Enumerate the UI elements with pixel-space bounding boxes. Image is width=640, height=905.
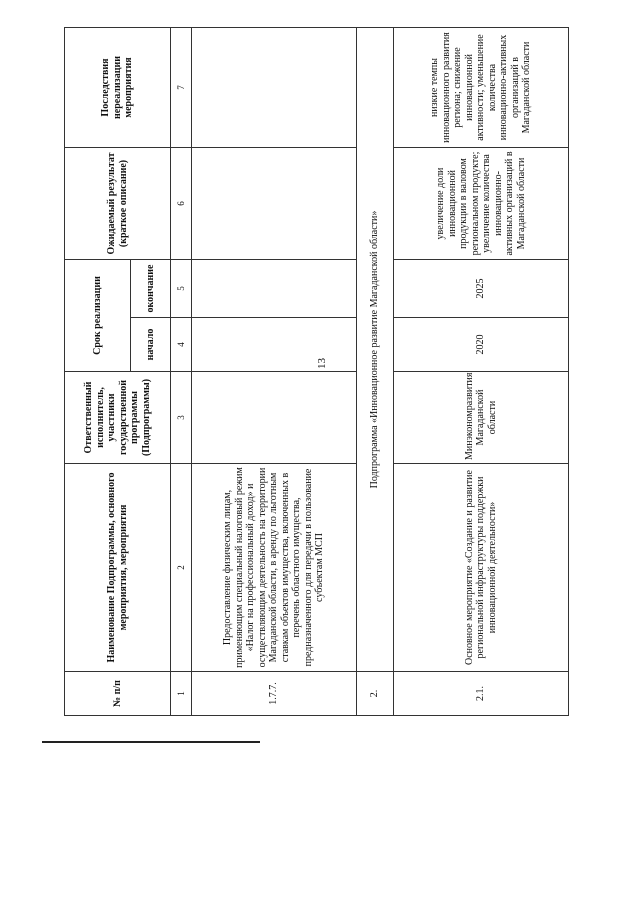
row-num: 2.1. (394, 672, 569, 716)
row-executor: Минэкономразвития Магаданской области (394, 372, 569, 464)
column-index: 1 (171, 672, 192, 716)
table-row (192, 28, 357, 716)
column-index: 4 (171, 318, 192, 372)
row-executor (192, 372, 357, 464)
row-name: Предоставление физическим лицам, применяющим специальный налоговый режим «Налог на профессиональный доход» и осуществляющим деятельность на территории Магаданской области, в аренду по льготным ставкам объектов имущества, включенных в перечень областного имущества, предназначенного для передачи в пользование субъектам МСП (192, 464, 357, 672)
header-num: № п/п (65, 672, 171, 716)
row-name: Основное мероприятие «Создание и развитие региональной инфраструктуры поддержки инновационной деятельности» (394, 464, 569, 672)
column-index: 6 (171, 148, 192, 260)
header-result: Ожидаемый результат (краткое описание) (65, 148, 171, 260)
row-start (192, 318, 357, 372)
table-row (394, 28, 569, 716)
column-index: 2 (171, 464, 192, 672)
header-consequences: Последствия нереализации мероприятия (65, 28, 171, 148)
footnote-divider (42, 741, 260, 743)
row-end: 2025 (394, 260, 569, 318)
header-executor: Ответственный исполнитель, участники государственной программы (Подпрограммы) (65, 372, 171, 464)
column-index: 5 (171, 260, 192, 318)
header-end: окончание (131, 260, 171, 318)
page-number: 13 (316, 358, 328, 369)
row-result: увеличение доли инновационной продукции в валовом региональном продукте; увеличение количества инновационно-активных организаций в Магаданской области (394, 148, 569, 260)
row-consequences (192, 28, 357, 148)
section-title: Подпрограмма «Инновационное развитие Магаданской области» (357, 28, 394, 672)
section-row (357, 28, 394, 716)
measures-table (64, 27, 569, 716)
row-result (192, 148, 357, 260)
header-start: начало (131, 318, 171, 372)
column-index: 7 (171, 28, 192, 148)
header-period: Срок реализации (65, 260, 131, 372)
section-num: 2. (357, 672, 394, 716)
header-name: Наименование Подпрограммы, основного мероприятия, мероприятия (65, 464, 171, 672)
row-consequences: низкие темпы инновационного развития региона; снижение инновационной активности; уменьшение количества инновационно-активных организаций в Магаданской области (394, 28, 569, 148)
row-num: 1.7.7. (192, 672, 357, 716)
column-index: 3 (171, 372, 192, 464)
rotated-table-page (64, 28, 550, 716)
column-index-row (171, 28, 192, 716)
row-start: 2020 (394, 318, 569, 372)
row-end (192, 260, 357, 318)
